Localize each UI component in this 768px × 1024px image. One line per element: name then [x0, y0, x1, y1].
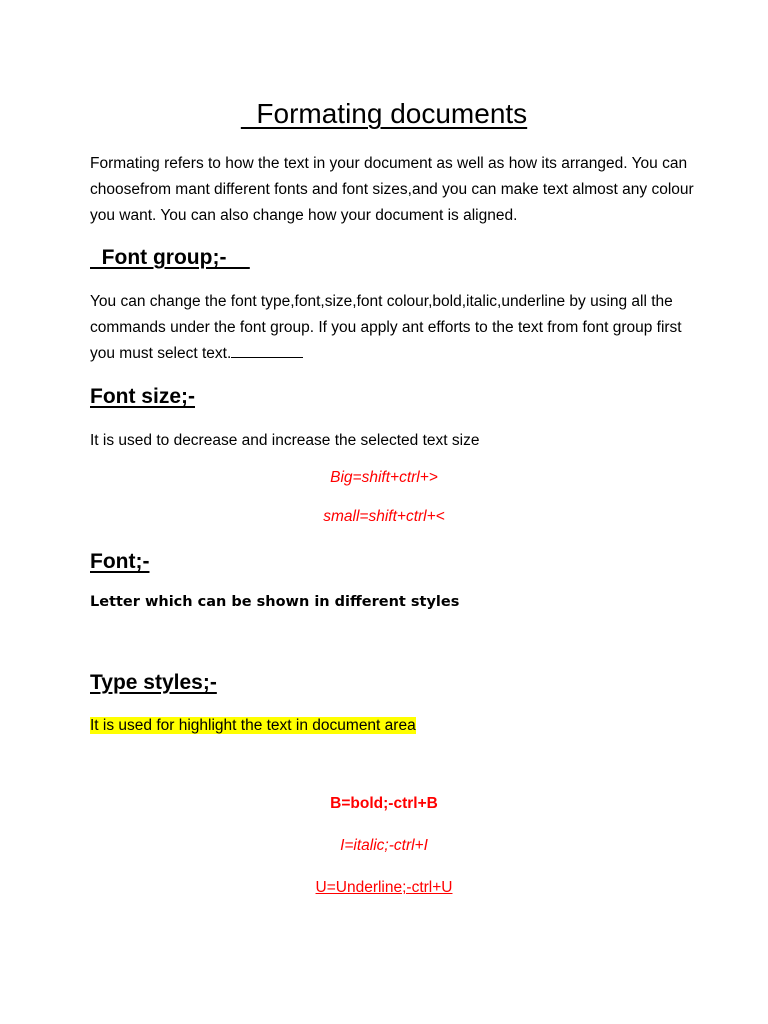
font-group-paragraph: [90, 289, 700, 367]
font-description: Letter which can be shown in different styles: [90, 594, 460, 610]
shortcut-italic: I=italic;-ctrl+I: [340, 837, 428, 854]
type-styles-paragraph: [90, 713, 700, 739]
intro-paragraph: Formating refers to how the text in your document as well as how its arranged. You can choosefrom mant different fonts and font sizes,and you can make text almost any colour you want. You can also change how your document is aligned.: [90, 155, 694, 224]
shortcut-big: Big=shift+ctrl+>: [330, 469, 438, 486]
font-size-heading: Font size;-: [90, 385, 195, 408]
type-styles-heading: Type styles;-: [90, 671, 217, 694]
shortcut-underline: U=Underline;-ctrl+U: [315, 879, 453, 896]
shortcut-bold: B=bold;-ctrl+B: [330, 795, 438, 812]
shortcut-small: small=shift+ctrl+<: [323, 508, 445, 525]
font-group-heading: Font group;-: [90, 246, 250, 269]
blank-underline: [231, 343, 303, 358]
font-heading: Font;-: [90, 550, 150, 573]
font-size-paragraph: It is used to decrease and increase the selected text size: [90, 432, 480, 449]
highlighted-text: It is used for highlight the text in document area: [90, 717, 416, 734]
page-title: Formating documents: [240, 98, 528, 129]
font-group-text: You can change the font type,font,size,font colour,bold,italic,underline by using all the commands under the font group. If you apply ant efforts to the text from font group first you must select text.: [90, 293, 682, 362]
